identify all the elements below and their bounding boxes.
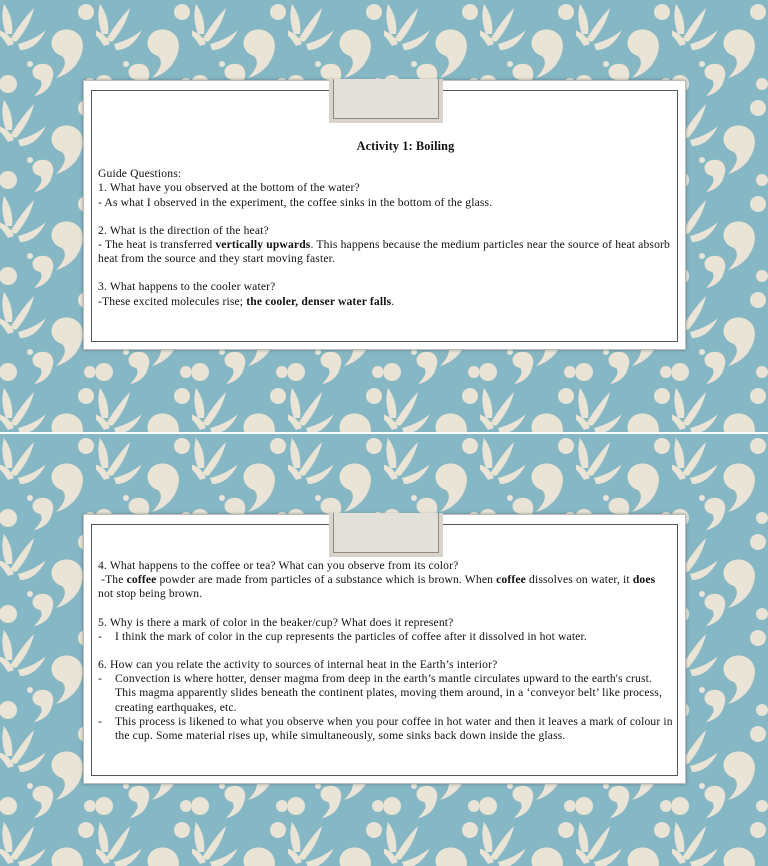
answer-6-1-text: Convection is where hotter, denser magma from deep in the earth’s mantle circulates upward to the earth's crust. This magma apparently slides beneath the continent plates, moving them around, in a ‘conveyor belt’ like process, creating earthquakes, etc. <box>115 672 662 714</box>
bullet-dash: - <box>98 629 103 643</box>
answer-3-bold: the cooler, denser water falls <box>246 294 392 308</box>
question-6: 6. How can you relate the activity to sources of internal heat in the Earth’s interior? <box>98 658 498 672</box>
answer-4-bold: coffee <box>126 573 157 587</box>
slide-1 <box>0 0 768 432</box>
card-text <box>98 559 673 743</box>
answer-6-2 <box>98 715 673 743</box>
answer-5-text: I think the mark of color in the cup represents the particles of coffee after it dissolved in hot water. <box>115 629 587 643</box>
answer-2-text: - The heat is transferred <box>98 238 216 252</box>
answer-2 <box>98 238 673 266</box>
guide-heading: Guide Questions: <box>98 167 182 181</box>
answer-4-part: not stop being brown. <box>98 573 659 601</box>
card-tab <box>329 79 443 123</box>
answer-6-2-text: This process is likened to what you observe when you pour coffee in hot water and then it leaves a mark of colour in the cup. Some material rises up, while simultaneously, some sinks back down inside the glass. <box>115 714 673 743</box>
answer-2-bold: vertically upwards <box>215 238 311 252</box>
answer-4-part: dissolves on water, it <box>525 573 633 587</box>
answer-4-part: powder are made from particles of a substance which is brown. When <box>156 573 497 587</box>
question-1: 1. What have you observed at the bottom of the water? <box>98 181 360 195</box>
question-2: 2. What is the direction of the heat? <box>98 223 269 237</box>
answer-4 <box>98 573 673 601</box>
activity-title: Activity 1: Boiling <box>356 139 455 153</box>
slide-2 <box>0 434 768 866</box>
content-card <box>83 514 686 784</box>
answer-1: - As what I observed in the experiment, the coffee sinks in the bottom of the glass. <box>98 195 493 209</box>
answer-5 <box>98 630 673 644</box>
answer-4-bold: does <box>632 573 656 587</box>
card-text <box>98 139 673 309</box>
answer-4-part: -The <box>98 573 127 587</box>
answer-2-text-end: . This happens because the medium particles near the source of heat absorb heat from the source and they start moving faster. <box>98 238 670 266</box>
content-card <box>83 80 686 350</box>
card-tab <box>329 513 443 557</box>
bullet-dash: - <box>98 714 103 728</box>
question-3: 3. What happens to the cooler water? <box>98 280 276 294</box>
answer-6-1 <box>98 672 673 715</box>
bullet-dash: - <box>98 672 103 686</box>
question-5: 5. Why is there a mark of color in the beaker/cup? What does it represent? <box>98 615 454 629</box>
answer-4-bold: coffee <box>496 573 526 587</box>
answer-3-text-end: . <box>391 294 395 308</box>
answer-3-text: -These excited molecules rise; <box>98 294 247 308</box>
answer-3 <box>98 295 673 309</box>
question-4: 4. What happens to the coffee or tea? What can you observe from its color? <box>98 559 459 572</box>
